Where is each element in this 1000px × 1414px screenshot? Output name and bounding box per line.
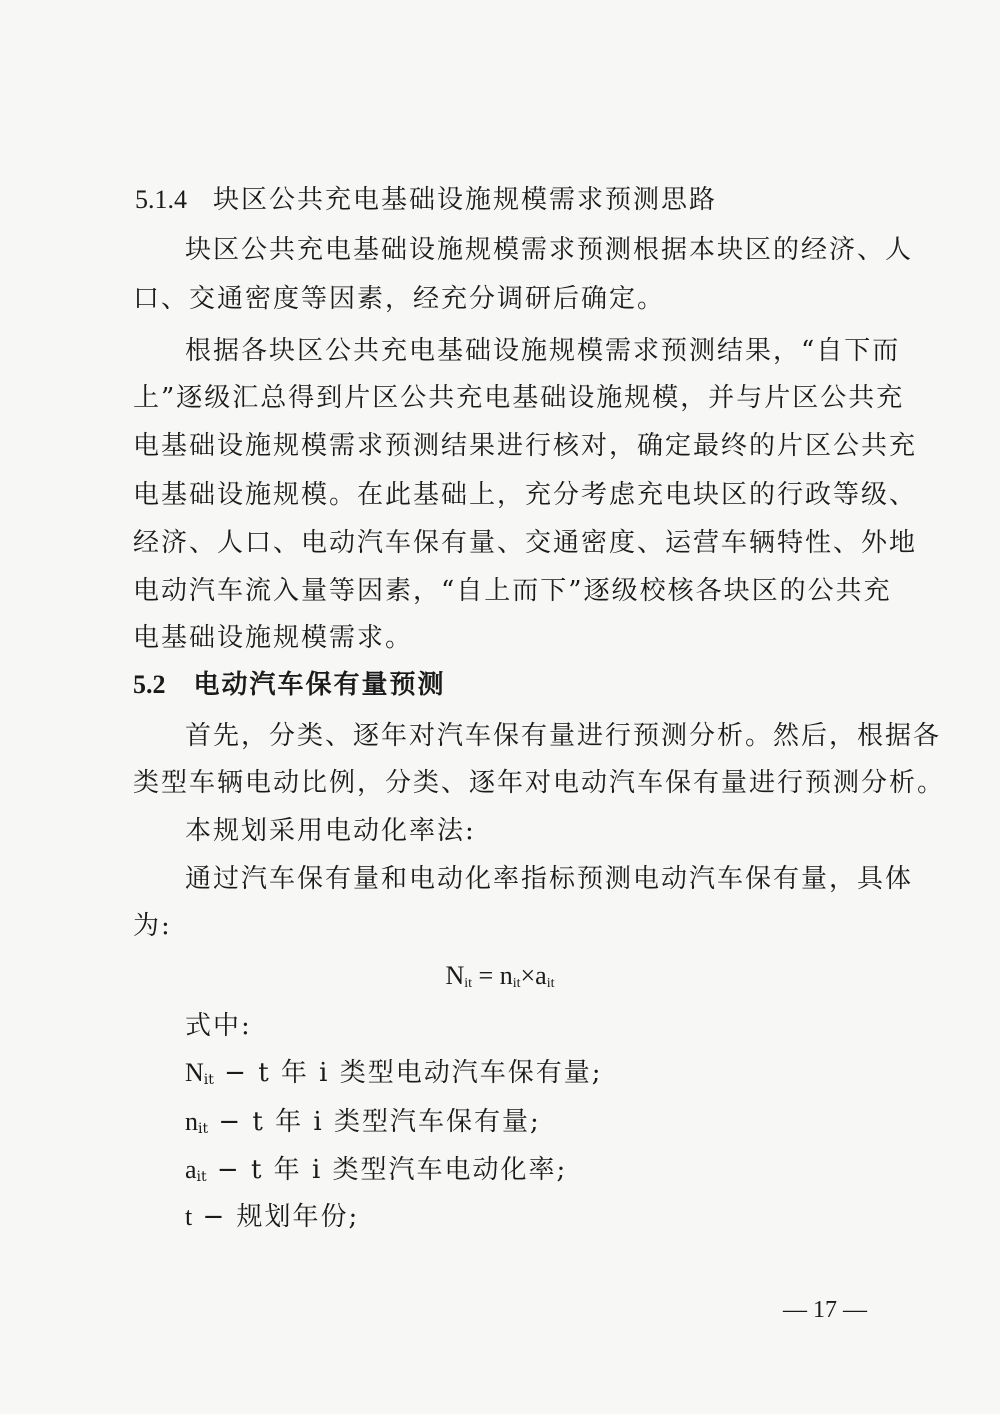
- paragraph-line: 通过汽车保有量和电动化率指标预测电动汽车保有量，具体: [185, 864, 914, 894]
- paragraph-line: 根据各块区公共充电基础设施规模需求预测结果，“自下而: [185, 336, 901, 366]
- definition-line: t − 规划年份;: [185, 1202, 360, 1232]
- method-line: 本规划采用电动化率法:: [185, 816, 476, 846]
- paragraph-line: 类型车辆电动比例，分类、逐年对电动汽车保有量进行预测分析。: [133, 768, 946, 798]
- where-label: 式中:: [185, 1011, 252, 1041]
- section-heading-5-1-4: [135, 182, 717, 218]
- paragraph-line: 为:: [133, 911, 172, 941]
- section-title: 电动汽车保有量预测: [193, 670, 446, 700]
- paragraph-line: 电基础设施规模需求。: [133, 623, 414, 653]
- paragraph-line: 电基础设施规模需求预测结果进行核对，确定最终的片区公共充: [133, 431, 918, 461]
- paragraph-line: 电动汽车流入量等因素，“自上而下”逐级校核各块区的公共充: [133, 576, 892, 606]
- paragraph-line: 口、交通密度等因素，经充分调研后确定。: [133, 284, 666, 314]
- definition-line: $N_{it} - t$ 年 i 类型电动汽车保有量;: [185, 1058, 603, 1088]
- section-number: 5.2: [133, 670, 166, 699]
- section-title: 块区公共充电基础设施规模需求预测思路: [213, 185, 718, 215]
- formula: $N_{it} = n_{it}\times a_{it}$: [445, 961, 555, 991]
- definition-line: $n_{it} - t$ 年 i 类型汽车保有量;: [185, 1107, 541, 1137]
- section-number: 5.1.4: [135, 185, 187, 214]
- paragraph-line: 经济、人口、电动汽车保有量、交通密度、运营车辆特性、外地: [133, 528, 918, 558]
- paragraph-line: 上”逐级汇总得到片区公共充电基础设施规模，并与片区公共充: [133, 383, 905, 413]
- definition-line: $a_{it} - t$ 年 i 类型汽车电动化率;: [185, 1155, 568, 1185]
- page-number: — 17 —: [783, 1297, 867, 1323]
- paragraph-line: 首先，分类、逐年对汽车保有量进行预测分析。然后，根据各: [185, 721, 942, 751]
- paragraph-line: 块区公共充电基础设施规模需求预测根据本块区的经济、人: [185, 235, 914, 265]
- paragraph-line: 电基础设施规模。在此基础上，充分考虑充电块区的行政等级、: [133, 480, 918, 510]
- section-heading-5-2: [133, 667, 446, 703]
